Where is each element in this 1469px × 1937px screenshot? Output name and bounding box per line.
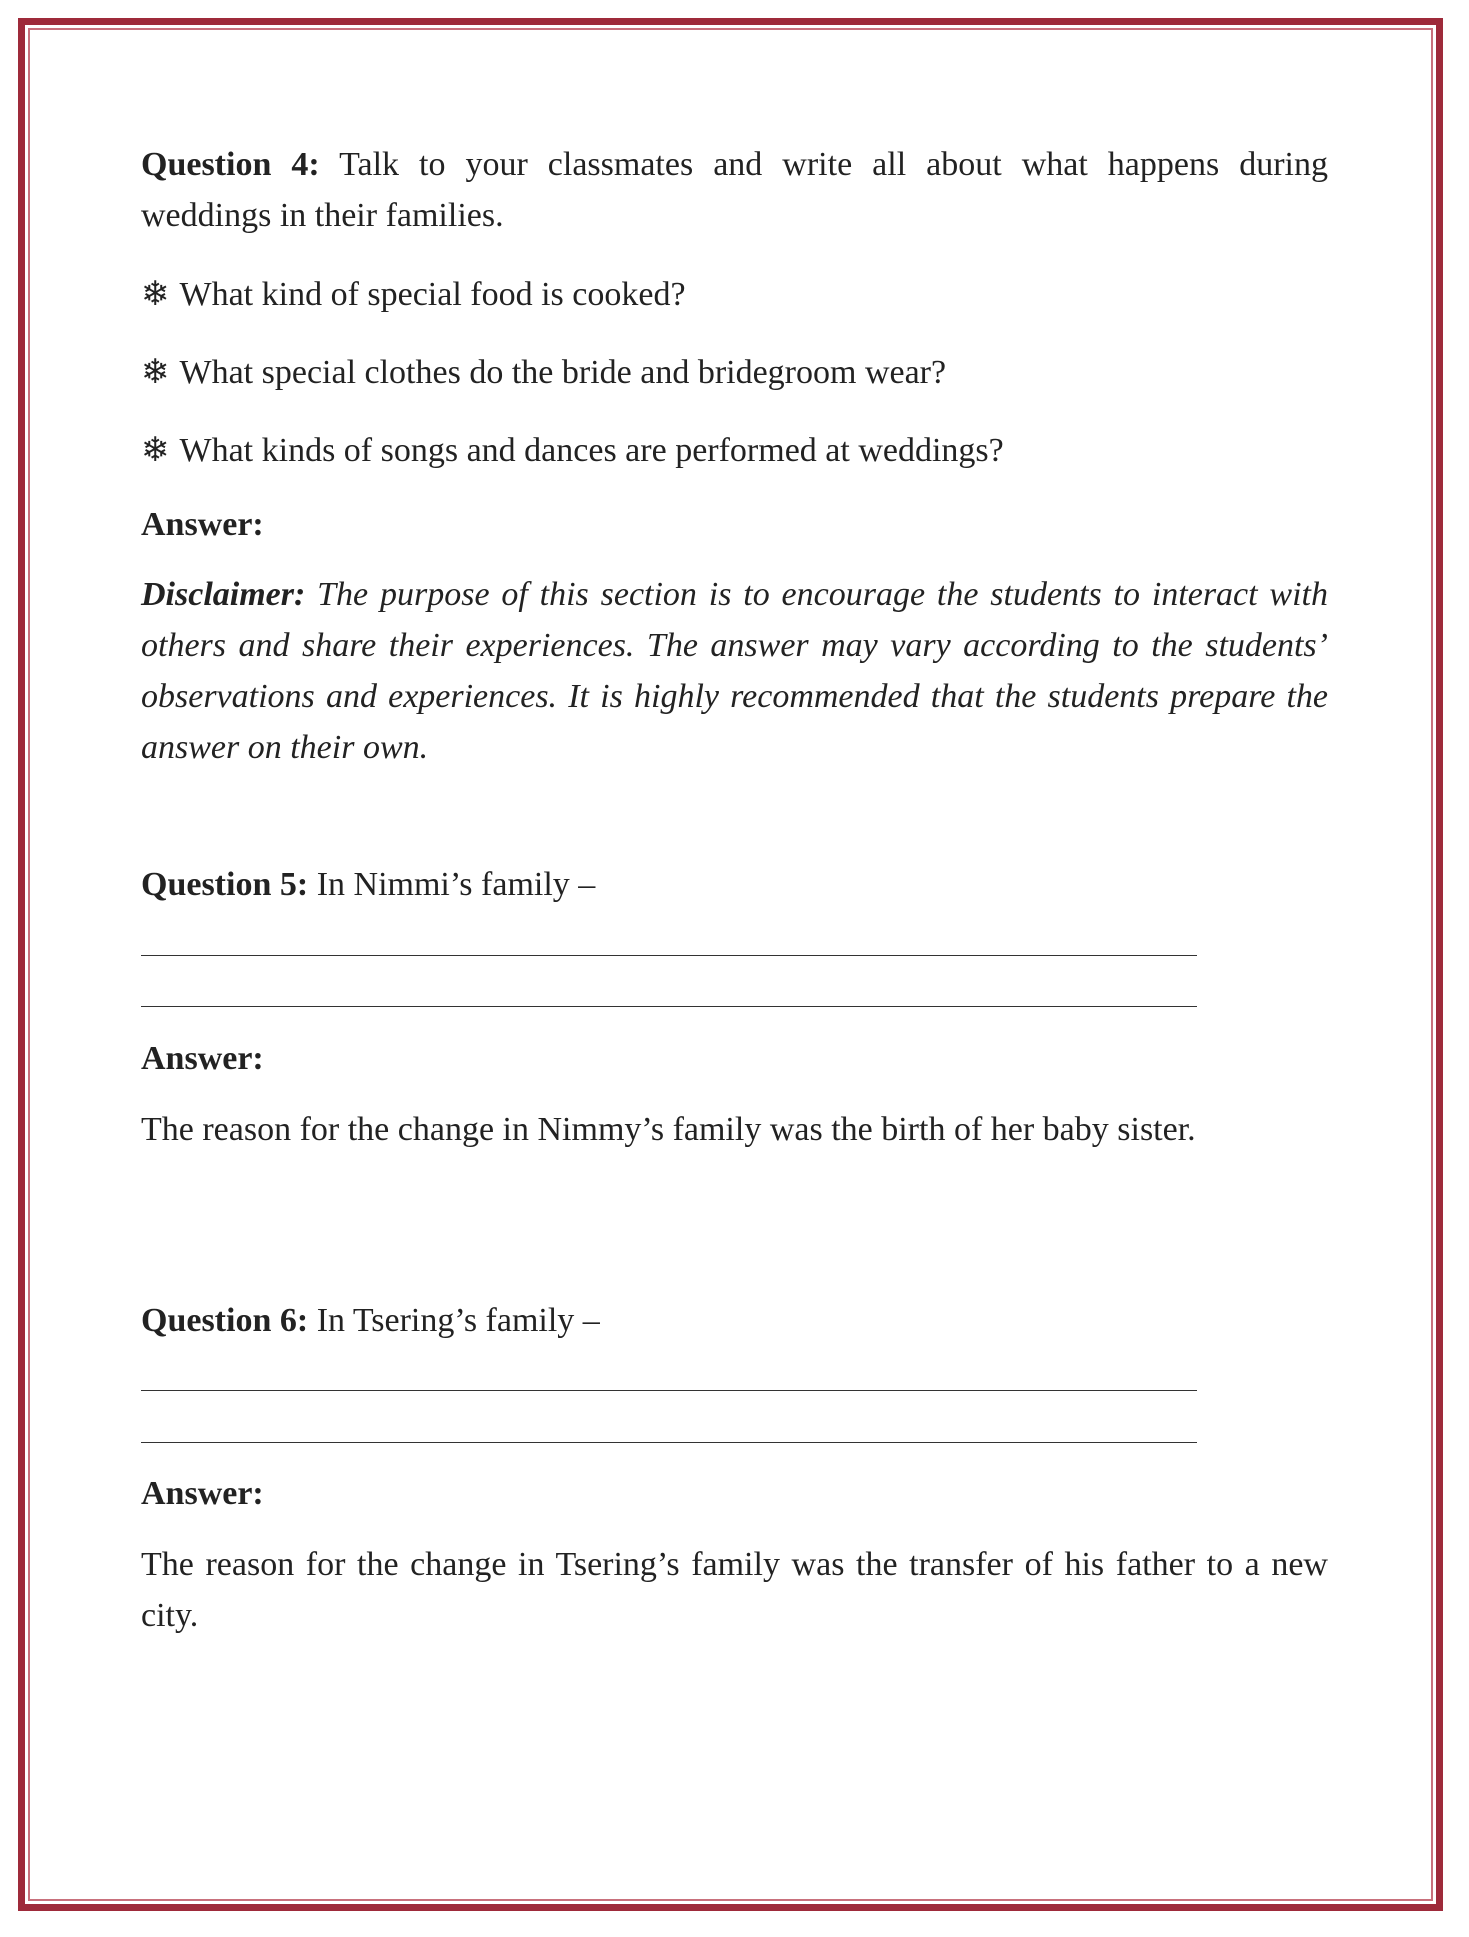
question-text: In Nimmi’s family – — [308, 866, 596, 903]
question-label: Question 4: — [141, 146, 320, 183]
bullet-item — [141, 425, 1328, 476]
blank-line — [141, 1006, 1197, 1007]
answer-label — [141, 1468, 1328, 1519]
bullet-text: What special clothes do the bride and bridegroom wear? — [179, 354, 947, 391]
snowflake-icon: ❄ — [141, 432, 170, 469]
answer-text: The reason for the change in Nimmy’s family was the birth of her baby sister. — [141, 1111, 1196, 1148]
snowflake-icon: ❄ — [141, 276, 170, 313]
answer-label — [141, 1033, 1328, 1084]
question-5 — [141, 859, 1328, 910]
question-label: Question 5: — [141, 866, 309, 903]
blank-line — [141, 1390, 1197, 1391]
question-6 — [141, 1295, 1328, 1346]
answer-heading: Answer: — [141, 506, 264, 543]
answer-heading: Answer: — [141, 1040, 264, 1077]
snowflake-icon: ❄ — [141, 354, 170, 391]
question-4 — [141, 139, 1328, 241]
answer-text: The reason for the change in Tsering’s family was the transfer of his father to a new city. — [141, 1546, 1328, 1634]
answer-label — [141, 499, 1328, 550]
question-text: Talk to your classmates and write all about what happens during weddings in their families. — [141, 146, 1328, 234]
bullet-item — [141, 347, 1328, 398]
disclaimer-label: Disclaimer: — [141, 576, 306, 613]
blank-line — [141, 955, 1197, 956]
question-text: In Tsering’s family – — [308, 1302, 600, 1339]
disclaimer-text: The purpose of this section is to encourage the students to interact with others and share their experiences. The answer may vary according to the students’ observations and experiences. It is highly recommended that the students prepare the answer on their own. — [141, 576, 1328, 766]
question-label: Question 6: — [141, 1302, 309, 1339]
blank-line — [141, 1442, 1197, 1443]
bullet-text: What kind of special food is cooked? — [179, 276, 686, 313]
disclaimer — [141, 569, 1328, 773]
bullet-text: What kinds of songs and dances are performed at weddings? — [179, 432, 1004, 469]
answer-heading: Answer: — [141, 1475, 264, 1512]
bullet-item — [141, 269, 1328, 320]
